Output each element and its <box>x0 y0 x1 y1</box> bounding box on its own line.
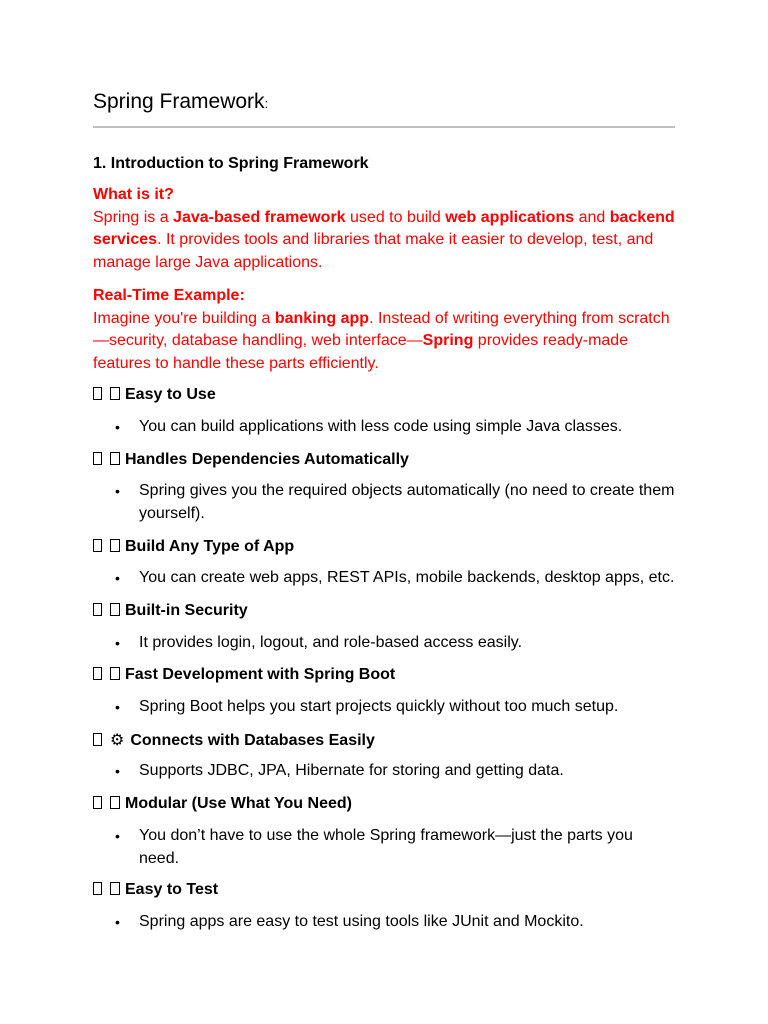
bullet-text: You don’t have to use the whole Spring framework—just the parts you need. <box>139 827 633 867</box>
bullet-text: Supports JDBC, JPA, Hibernate for storing and getting data. <box>139 762 564 779</box>
missing-glyph-icon <box>110 387 120 400</box>
example-text-1: Imagine you're building a <box>93 309 275 327</box>
feature-title: Connects with Databases Easily <box>130 732 375 749</box>
list-item <box>115 480 675 525</box>
missing-glyph-icon <box>110 539 120 552</box>
bullet-text: Spring Boot helps you start projects quickly without too much setup. <box>139 698 619 715</box>
list-item <box>115 696 675 719</box>
bullet-dot-icon: • <box>115 699 120 715</box>
missing-glyph-icon <box>110 882 120 895</box>
missing-glyph-icon <box>93 882 102 895</box>
feature-title: Easy to Test <box>125 881 219 898</box>
example-label: Real-Time Example: <box>93 287 245 304</box>
feature-title: Build Any Type of App <box>125 538 295 555</box>
intro-text-4: . It provides tools and libraries that make it easier to develop, test, and manage large Java applications. <box>93 231 654 271</box>
bullet-dot-icon: • <box>115 828 120 844</box>
document-title <box>93 89 268 117</box>
intro-bold-1: Java-based framework <box>173 208 346 226</box>
feature-heading <box>93 384 216 406</box>
bullet-text: You can create web apps, REST APIs, mobile backends, desktop apps, etc. <box>139 569 675 586</box>
example-text-3: provides ready-made features to handle these parts efficiently. <box>93 332 629 372</box>
list-item <box>115 760 675 783</box>
missing-glyph-icon <box>93 387 102 400</box>
example-bold-2: Spring <box>422 332 474 349</box>
intro-block <box>93 184 675 274</box>
section-heading: 1. Introduction to Spring Framework <box>93 155 369 172</box>
missing-glyph-icon <box>110 452 120 465</box>
missing-glyph-icon <box>93 603 102 616</box>
feature-heading <box>93 729 375 752</box>
bullet-dot-icon: • <box>115 483 120 499</box>
feature-heading <box>93 536 294 558</box>
gear-icon: ⚙ <box>110 730 125 749</box>
missing-glyph-icon <box>93 733 102 746</box>
bullet-dot-icon: • <box>115 763 120 779</box>
bullet-text: Spring apps are easy to test using tools like JUnit and Mockito. <box>139 913 584 930</box>
feature-title: Easy to Use <box>125 386 216 403</box>
missing-glyph-icon <box>93 667 102 680</box>
feature-title: Built-in Security <box>125 602 248 619</box>
missing-glyph-icon <box>110 603 120 616</box>
missing-glyph-icon <box>110 796 120 809</box>
list-item <box>115 416 675 439</box>
intro-label: What is it? <box>93 186 174 203</box>
feature-heading <box>93 793 352 815</box>
example-block <box>93 285 675 375</box>
feature-heading <box>93 664 395 686</box>
list-item <box>115 911 675 934</box>
intro-bold-3: backend services <box>93 208 675 248</box>
missing-glyph-icon <box>93 452 102 465</box>
title-suffix: : <box>264 96 269 111</box>
feature-heading <box>93 600 248 622</box>
bullet-text: Spring gives you the required objects automatically (no need to create them yourself). <box>139 482 675 522</box>
title-divider <box>93 126 675 128</box>
example-text-2: . Instead of writing everything from scratch—security, database handling, web interface— <box>93 309 670 349</box>
feature-heading <box>93 449 409 471</box>
intro-text-1: Spring is a <box>93 208 174 226</box>
missing-glyph-icon <box>110 667 120 680</box>
feature-title: Fast Development with Spring Boot <box>125 666 396 683</box>
missing-glyph-icon <box>93 539 102 552</box>
feature-heading <box>93 879 218 901</box>
bullet-dot-icon: • <box>115 635 120 651</box>
missing-glyph-icon <box>93 796 102 809</box>
feature-title: Handles Dependencies Automatically <box>125 451 409 468</box>
bullet-text: It provides login, logout, and role-based access easily. <box>139 634 523 651</box>
intro-bold-2: web applications <box>445 208 575 226</box>
list-item <box>115 567 675 590</box>
bullet-dot-icon: • <box>115 419 120 435</box>
list-item <box>115 632 675 655</box>
list-item <box>115 825 675 870</box>
bullet-dot-icon: • <box>115 914 120 930</box>
example-bold-1: banking app <box>274 309 370 327</box>
bullet-dot-icon: • <box>115 570 120 586</box>
feature-title: Modular (Use What You Need) <box>125 795 352 812</box>
title-text: Spring Framework <box>93 90 265 113</box>
intro-text-3: and <box>574 208 610 226</box>
intro-text-2: used to build <box>345 208 446 226</box>
bullet-text: You can build applications with less code using simple Java classes. <box>139 418 623 435</box>
